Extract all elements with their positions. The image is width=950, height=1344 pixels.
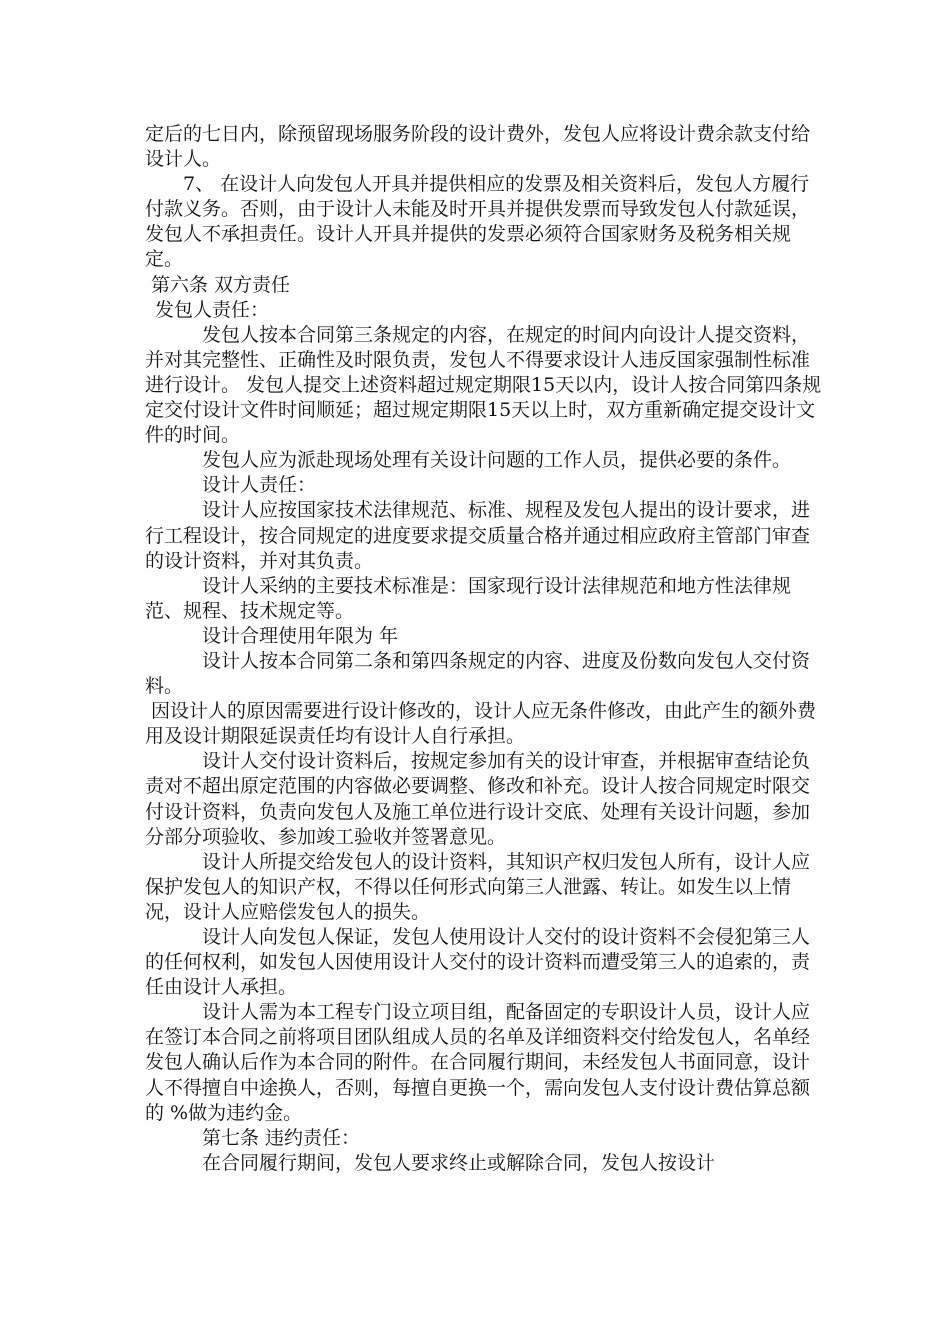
paragraph-third-party-warranty: 设计人向发包人保证，发包人使用设计人交付的设计资料不会侵犯第三人的任何权利，如发包人因使用设计人交付的设计资料而遭受第三人的追索的，责任由设计人承担。 [145, 926, 811, 999]
heading-designer-duties: 设计人责任： [202, 474, 317, 497]
heading-article-six: 第六条 双方责任 [151, 273, 291, 296]
paragraph-design-revisions: 因设计人的原因需要进行设计修改的，设计人应无条件修改，由此产生的额外费用及设计期限延误责任均有设计人自行承担。 [145, 700, 817, 748]
heading-employer-duties: 发包人责任： [155, 298, 270, 321]
paragraph-service-life: 设计合理使用年限为 年 [202, 624, 399, 647]
contract-text [145, 122, 825, 1176]
paragraph-deliverables: 设计人按本合同第二条和第四条规定的内容、进度及份数向发包人交付资料。 [145, 649, 811, 698]
paragraph-employer-site-conditions: 发包人应为派赴现场处理有关设计问题的工作人员，提供必要的条件。 [202, 449, 792, 472]
heading-article-seven: 第七条 违约责任： [202, 1126, 361, 1149]
paragraph-employer-data-submission: 发包人按本合同第三条规定的内容，在规定的时间内向设计人提交资料，并对其完整性、正确性及时限负责，发包人不得要求设计人违反国家强制性标准进行设计。 发包人提交上述资料超过规定期限15天以内，设计人按合同第四条规定交付设计文件时间顺延；超过规定期限15天以上时，双方重新确定提交设计文件的时间。 [145, 323, 822, 447]
paragraph-design-review: 设计人交付设计资料后，按规定参加有关的设计审查，并根据审查结论负责对不超出原定范围的内容做必要调整、修改和补充。设计人按合同规定时限交付设计资料，负责向发包人及施工单位进行设计交底、处理有关设计问题，参加分部分项验收、参加竣工验收并签署意见。 [145, 750, 811, 848]
paragraph-project-team: 设计人需为本工程专门设立项目组，配备固定的专职设计人员，设计人应在签订本合同之前将项目团队组成人员的名单及详细资料交付给发包人，名单经发包人确认后作为本合同的附件。在合同履行期间，未经发包人书面同意，设计人不得擅自中途换人，否则，每擅自更换一个，需向发包人支付设计费估算总额的 %做为违约金。 [145, 1001, 811, 1124]
paragraph-termination: 在合同履行期间，发包人要求终止或解除合同，发包人按设计 [202, 1151, 716, 1174]
paragraph-designer-standards: 设计人应按国家技术法律规范、标准、规程及发包人提出的设计要求，进行工程设计，按合同规定的进度要求提交质量合格并通过相应政府主管部门审查的设计资料，并对其负责。 [145, 499, 811, 572]
paragraph-technical-standards: 设计人采纳的主要技术标准是：国家现行设计法律规范和地方性法律规范、规程、技术规定等。 [145, 574, 792, 622]
paragraph-intellectual-property: 设计人所提交给发包人的设计资料，其知识产权归发包人所有，设计人应保护发包人的知识产权，不得以任何形式向第三人泄露、转让。如发生以上情况，设计人应赔偿发包人的损失。 [145, 850, 811, 923]
paragraph-invoice-clause: 7、 在设计人向发包人开具并提供相应的发票及相关资料后，发包人方履行付款义务。否则，由于设计人未能及时开具并提供发票而导致发包人付款延误，发包人不承担责任。设计人开具并提供的发票必须符合国家财务及税务相关规定。 [145, 173, 811, 271]
paragraph-payment-balance: 定后的七日内，除预留现场服务阶段的设计费外，发包人应将设计费余款支付给设计人。 [145, 123, 811, 171]
